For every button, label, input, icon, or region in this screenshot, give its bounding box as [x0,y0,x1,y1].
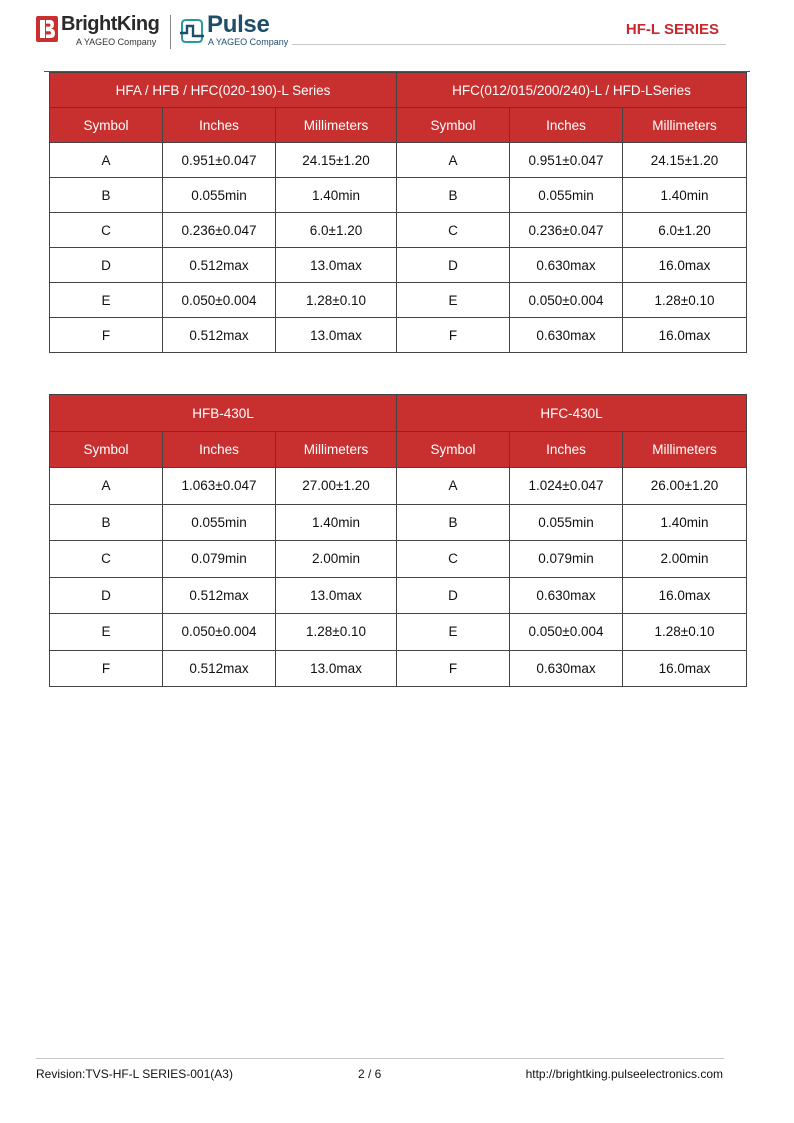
logo-divider [170,15,171,49]
table-cell: 0.512max [163,318,276,353]
table-row [50,577,747,614]
table-cell: 24.15±1.20 [623,143,747,178]
table-row [50,178,747,213]
pulse-wordmark: Pulse [207,11,270,38]
table-title-row [50,395,747,432]
brightking-wordmark: BrightKing [61,13,160,35]
table-cell: 16.0max [623,248,747,283]
table-cell: 1.40min [276,178,397,213]
table-cell: 13.0max [276,577,397,614]
table-cell: 0.079min [510,541,623,578]
table-cell: 1.28±0.10 [276,614,397,651]
table-cell: 0.630max [510,650,623,687]
table-cell: B [50,504,163,541]
table-row [50,468,747,505]
table-row [50,504,747,541]
table-cell: 0.951±0.047 [510,143,623,178]
table-cell: 0.050±0.004 [163,283,276,318]
table-cell: F [50,318,163,353]
table-cell: B [397,504,510,541]
table-row [50,318,747,353]
table-cell: 0.630max [510,248,623,283]
dimension-table-2 [49,394,747,687]
table-cell: D [397,248,510,283]
column-header: Symbol [50,108,163,143]
table-right-title: HFC(012/015/200/240)-L / HFD-LSeries [397,73,747,108]
table-cell: 16.0max [623,577,747,614]
table-cell: A [397,468,510,505]
table-cell: 0.050±0.004 [510,283,623,318]
table-row [50,650,747,687]
table-cell: 1.40min [623,178,747,213]
table-row [50,541,747,578]
table-cell: E [397,283,510,318]
pulse-logo [179,11,299,50]
table-cell: 16.0max [623,318,747,353]
table-cell: 0.055min [163,504,276,541]
table-row [50,213,747,248]
table-cell: 1.40min [276,504,397,541]
column-header: Millimeters [276,108,397,143]
table-cell: 0.951±0.047 [163,143,276,178]
table-cell: E [397,614,510,651]
website-link[interactable]: http://brightking.pulseelectronics.com [525,1067,723,1081]
table-cell: C [397,541,510,578]
table-cell: C [397,213,510,248]
table-cell: 27.00±1.20 [276,468,397,505]
table-cell: 0.630max [510,318,623,353]
table-left-title: HFA / HFB / HFC(020-190)-L Series [50,73,397,108]
column-header: Millimeters [276,432,397,468]
table-title-row [50,73,747,108]
table-cell: B [50,178,163,213]
table-cell: A [397,143,510,178]
table-cell: 2.00min [276,541,397,578]
column-header: Millimeters [623,432,747,468]
column-header: Millimeters [623,108,747,143]
table-cell: F [397,318,510,353]
table-header-row [50,108,747,143]
table-cell: D [397,577,510,614]
brightking-logo [36,14,166,50]
table-cell: D [50,577,163,614]
table-row [50,614,747,651]
table-cell: 0.050±0.004 [510,614,623,651]
column-header: Symbol [50,432,163,468]
revision-text: Revision:TVS-HF-L SERIES-001(A3) [36,1067,233,1081]
table-cell: A [50,468,163,505]
table-cell: 0.055min [510,504,623,541]
table-cell: 0.512max [163,248,276,283]
table-left-title: HFB-430L [50,395,397,432]
table-cell: 0.236±0.047 [163,213,276,248]
table-cell: 16.0max [623,650,747,687]
column-header: Inches [163,108,276,143]
table-cell: 1.28±0.10 [623,614,747,651]
table-cell: 1.40min [623,504,747,541]
column-header: Symbol [397,432,510,468]
pulse-tagline: A YAGEO Company [208,37,289,47]
table-cell: 13.0max [276,318,397,353]
table-cell: 0.630max [510,577,623,614]
table-cell: 0.050±0.004 [163,614,276,651]
table-cell: 0.512max [163,650,276,687]
table-cell: 1.28±0.10 [623,283,747,318]
table-row [50,143,747,178]
table-cell: F [397,650,510,687]
header-logos [36,11,299,54]
footer-divider [36,1058,724,1059]
column-header: Inches [510,432,623,468]
series-title: HF-L SERIES [625,21,719,38]
table-cell: 13.0max [276,650,397,687]
table-cell: 0.236±0.047 [510,213,623,248]
table-cell: E [50,283,163,318]
table-cell: D [50,248,163,283]
table-cell: F [50,650,163,687]
column-header: Inches [163,432,276,468]
table-cell: E [50,614,163,651]
table-cell: B [397,178,510,213]
table-cell: 1.063±0.047 [163,468,276,505]
table-cell: 6.0±1.20 [623,213,747,248]
table-cell: 0.055min [163,178,276,213]
table-cell: 26.00±1.20 [623,468,747,505]
table-cell: 0.512max [163,577,276,614]
column-header: Symbol [397,108,510,143]
table-cell: A [50,143,163,178]
table-cell: 13.0max [276,248,397,283]
table-right-title: HFC-430L [397,395,747,432]
table-cell: 24.15±1.20 [276,143,397,178]
page-number: 2 / 6 [358,1067,382,1081]
table-header-row [50,432,747,468]
brightking-logo-icon [36,16,58,42]
table-cell: 0.055min [510,178,623,213]
table-cell: C [50,541,163,578]
table-cell: 2.00min [623,541,747,578]
table-cell: 1.024±0.047 [510,468,623,505]
header-divider [292,44,726,45]
column-header: Inches [510,108,623,143]
brightking-tagline: A YAGEO Company [76,37,157,47]
table-row [50,248,747,283]
table-cell: 6.0±1.20 [276,213,397,248]
dimension-table-1 [49,72,747,353]
table-row [50,283,747,318]
pulse-logo-icon [179,17,205,45]
table-cell: C [50,213,163,248]
table-cell: 0.079min [163,541,276,578]
table-cell: 1.28±0.10 [276,283,397,318]
